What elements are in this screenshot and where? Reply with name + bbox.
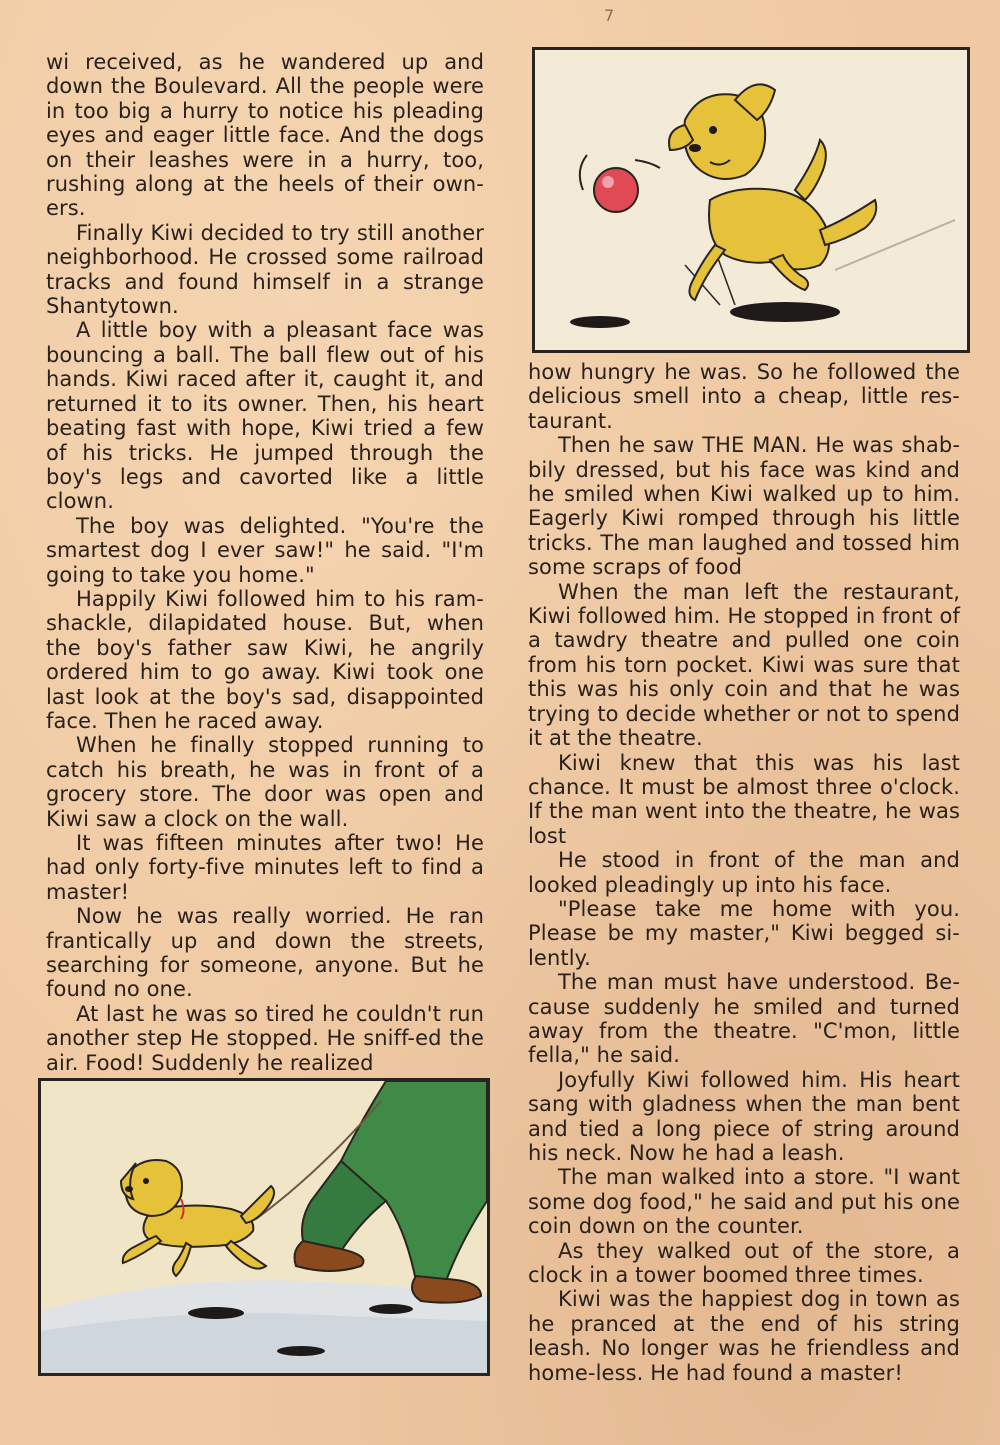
illustration-dog-ball <box>532 47 970 353</box>
paragraph: It was fifteen minutes after two! He had only forty-five minutes left to find a master! <box>46 831 484 904</box>
paragraph: When the man left the restaurant, Kiwi followed him. He stopped in front of a tawdry theatre and pulled one coin from his torn pocket. Kiwi was sure that this was his only coin and that he was trying to decide whether or not to spend it at the theatre. <box>528 579 960 751</box>
dog-ball-drawing <box>535 50 967 350</box>
paragraph: The boy was delighted. "You're the smartest dog I ever saw!" he said. "I'm going to take you home." <box>46 513 484 587</box>
paragraph: Then he saw THE MAN. He was shab-bily dressed, but his face was kind and he smiled when Kiwi walked up to him. Eagerly Kiwi romped through his little tricks. The man laughed and tossed him some scraps of food <box>528 433 960 580</box>
paragraph: Kiwi knew that this was his last chance. It must be almost three o'clock. If the man went into the theatre, he was lost <box>528 750 960 848</box>
paragraph: Finally Kiwi decided to try still another neighborhood. He crossed some railroad tracks and found himself in a strange Shantytown. <box>46 220 484 319</box>
paragraph: As they walked out of the store, a clock in a tower boomed three times. <box>528 1238 960 1288</box>
left-text-column <box>46 50 484 1075</box>
ball-icon <box>594 168 638 212</box>
paragraph: "Please take me home with you. Please be my master," Kiwi begged si-lently. <box>528 896 960 970</box>
paragraph: Now he was really worried. He ran frantically up and down the streets, searching for someone, anyone. But he found no one. <box>46 904 484 1002</box>
dog-leash-drawing <box>41 1081 487 1373</box>
illustration-dog-leash <box>38 1078 490 1376</box>
page-number: 7 <box>604 6 615 25</box>
right-text-column <box>528 360 960 1385</box>
paragraph: Happily Kiwi followed him to his ram-shackle, dilapidated house. But, when the boy's father saw Kiwi, he angrily ordered him to go away. Kiwi took one last look at the boy's sad, disappointed face. Then he raced away. <box>46 586 484 733</box>
paragraph: how hungry he was. So he followed the delicious smell into a cheap, little res-taurant. <box>528 360 960 433</box>
paragraph: At last he was so tired he couldn't run another step He stopped. He sniff-ed the air. Food! Suddenly he realized <box>46 1001 484 1075</box>
paragraph: He stood in front of the man and looked pleadingly up into his face. <box>528 848 960 897</box>
paragraph: Joyfully Kiwi followed him. His heart sang with gladness when the man bent and tied a long piece of string around his neck. Now he had a leash. <box>528 1067 960 1165</box>
paragraph: The man walked into a store. "I want some dog food," he said and put his one coin down on the counter. <box>528 1165 960 1239</box>
paragraph: wi received, as he wandered up and down the Boulevard. All the people were in too big a hurry to notice his pleading eyes and eager little face. And the dogs on their leashes were in a hurry, too, rushing along at the heels of their own-ers. <box>46 50 484 221</box>
paragraph: When he finally stopped running to catch his breath, he was in front of a grocery store. The door was open and Kiwi saw a clock on the wall. <box>46 733 484 831</box>
paragraph: Kiwi was the happiest dog in town as he pranced at the end of his string leash. No longer was he friendless and home-less. He had found a master! <box>528 1287 960 1385</box>
paragraph: A little boy with a pleasant face was bouncing a ball. The ball flew out of his hands. Kiwi raced after it, caught it, and returned it to its owner. Then, his heart beating fast with hope, Kiwi tried a few of his tricks. He jumped through the boy's legs and cavorted like a little clown. <box>46 318 484 514</box>
paragraph: The man must have understood. Be-cause suddenly he smiled and turned away from the theatre. "C'mon, little fella," he said. <box>528 970 960 1068</box>
